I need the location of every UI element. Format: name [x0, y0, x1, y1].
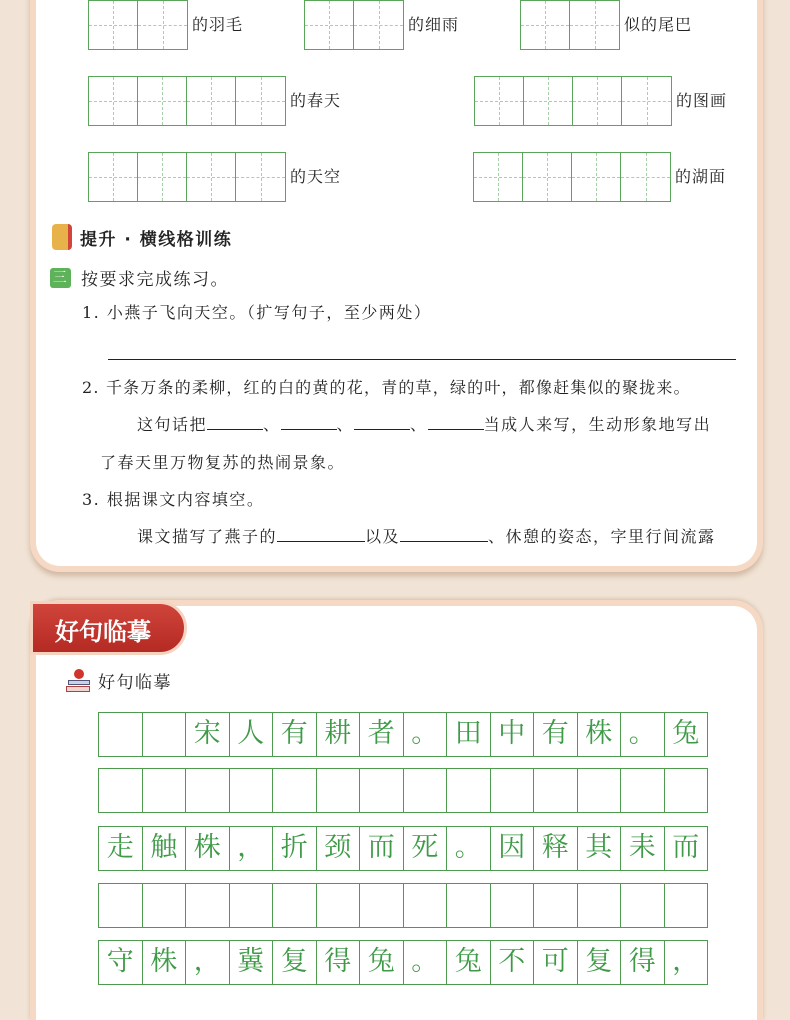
copy-cell[interactable]: 株 — [186, 827, 230, 870]
tianzi-grid[interactable] — [88, 0, 188, 50]
copy-cell[interactable]: 触 — [143, 827, 187, 870]
copy-cell[interactable] — [186, 769, 230, 812]
grid-cell[interactable] — [572, 153, 621, 201]
copy-cell[interactable]: ， — [230, 827, 274, 870]
copy-cell[interactable]: 。 — [621, 713, 665, 756]
tianzi-grid[interactable] — [88, 152, 286, 202]
copy-cell[interactable] — [143, 769, 187, 812]
question-3-fill: 课文描写了燕子的 以及 、休憩的姿态，字里行间流露 — [137, 527, 716, 546]
grid-cell[interactable] — [621, 153, 670, 201]
copy-cell[interactable] — [404, 769, 448, 812]
copy-cell[interactable]: 死 — [404, 827, 448, 870]
copy-cell[interactable]: 折 — [273, 827, 317, 870]
word-suffix: 的湖面 — [675, 167, 727, 186]
copy-cell[interactable] — [99, 769, 143, 812]
copy-cell[interactable] — [491, 769, 535, 812]
copy-cell[interactable]: 兔 — [447, 941, 491, 984]
copy-cell[interactable] — [665, 769, 708, 812]
word-suffix: 的羽毛 — [192, 15, 244, 34]
copy-cell[interactable] — [143, 884, 187, 927]
copy-cell[interactable]: ， — [672, 946, 700, 977]
blank[interactable] — [207, 416, 263, 430]
copy-cell[interactable] — [230, 769, 274, 812]
copy-cell[interactable]: 中 — [491, 713, 535, 756]
copy-grid-row[interactable] — [98, 883, 708, 928]
copy-cell[interactable]: 有 — [273, 713, 317, 756]
grid-cell[interactable] — [622, 77, 671, 125]
question-2: 2. 千条万条的柔柳，红的白的黄的花，青的草，绿的叶，都像赶集似的聚拢来。 — [82, 378, 691, 397]
grid-cell[interactable] — [187, 77, 236, 125]
copy-cell[interactable] — [186, 884, 230, 927]
section-heading: 提升 · 横线格训练 — [52, 224, 232, 250]
grid-cell[interactable] — [236, 153, 285, 201]
copy-cell[interactable]: 释 — [534, 827, 578, 870]
copy-cell[interactable] — [273, 769, 317, 812]
copy-cell[interactable]: 株 — [578, 713, 622, 756]
task-title: 三 按要求完成练习。 — [50, 265, 229, 290]
copy-cell[interactable]: 耒 — [621, 827, 665, 870]
copy-cell[interactable]: 得 — [317, 941, 361, 984]
grid-cell[interactable] — [138, 77, 187, 125]
copy-cell[interactable] — [491, 884, 535, 927]
copy-cell[interactable]: 株 — [143, 941, 187, 984]
copy-cell[interactable] — [534, 769, 578, 812]
question-2-fill: 这句话把 、 、 、 当成人来写，生动形象地写出 — [137, 415, 712, 434]
grid-cell[interactable] — [474, 153, 523, 201]
copy-cell[interactable] — [621, 884, 665, 927]
copy-cell[interactable] — [230, 884, 274, 927]
copy-cell[interactable] — [621, 769, 665, 812]
copy-cell[interactable] — [534, 884, 578, 927]
grid-cell[interactable] — [475, 77, 524, 125]
tianzi-grid[interactable] — [520, 0, 620, 50]
copy-cell[interactable]: 因 — [491, 827, 535, 870]
section-banner: 好句临摹 — [30, 601, 187, 655]
word-suffix: 的春天 — [290, 91, 342, 110]
copy-cell[interactable] — [447, 769, 491, 812]
word-suffix: 似的尾巴 — [624, 15, 693, 34]
copy-cell[interactable]: 宋 — [186, 713, 230, 756]
copy-cell[interactable]: 得 — [621, 941, 665, 984]
tianzi-grid[interactable] — [473, 152, 671, 202]
copy-cell[interactable]: 守 — [99, 941, 143, 984]
grid-cell[interactable] — [89, 77, 138, 125]
copy-cell[interactable] — [99, 713, 143, 756]
blank[interactable] — [354, 416, 410, 430]
notebook-icon — [52, 224, 72, 250]
copy-cell[interactable]: 其 — [578, 827, 622, 870]
grid-cell[interactable] — [573, 77, 622, 125]
grid-cell[interactable] — [138, 153, 187, 201]
copy-cell[interactable]: ， — [186, 941, 230, 984]
copy-cell[interactable]: 不 — [491, 941, 535, 984]
copy-cell[interactable] — [578, 769, 622, 812]
copy-cell[interactable]: 兔 — [360, 941, 404, 984]
question-2-end: 了春天里万物复苏的热闹景象。 — [100, 453, 346, 472]
grid-cell[interactable] — [524, 77, 573, 125]
copy-cell[interactable] — [404, 884, 448, 927]
copy-cell[interactable]: 而 — [672, 832, 700, 863]
blank[interactable] — [428, 416, 484, 430]
copy-cell[interactable]: 复 — [578, 941, 622, 984]
copy-grid-row[interactable] — [98, 940, 708, 985]
word-suffix: 的天空 — [290, 167, 342, 186]
copy-cell[interactable]: 冀 — [230, 941, 274, 984]
grid-cell[interactable] — [354, 1, 403, 49]
copy-cell[interactable]: 而 — [360, 827, 404, 870]
grid-cell[interactable] — [138, 1, 187, 49]
grid-cell[interactable] — [89, 153, 138, 201]
copy-cell[interactable] — [317, 884, 361, 927]
copy-grid-row[interactable] — [98, 712, 708, 757]
number-badge-icon: 三 — [50, 268, 71, 288]
sub-heading: 好句临摹 — [66, 668, 172, 693]
grid-cell[interactable] — [523, 153, 572, 201]
word-suffix: 的图画 — [676, 91, 728, 110]
copy-cell[interactable]: 人 — [230, 713, 274, 756]
copy-cell[interactable]: 。 — [447, 827, 491, 870]
grid-cell[interactable] — [570, 1, 619, 49]
copy-cell[interactable] — [447, 884, 491, 927]
copy-cell[interactable] — [143, 713, 187, 756]
copy-cell[interactable] — [99, 884, 143, 927]
copy-cell[interactable] — [317, 769, 361, 812]
question-3: 3. 根据课文内容填空。 — [82, 490, 265, 509]
grid-cell[interactable] — [521, 1, 570, 49]
copy-grid-row[interactable] — [98, 768, 708, 813]
copy-cell[interactable]: 兔 — [672, 718, 700, 749]
blank[interactable] — [277, 528, 365, 542]
copy-cell[interactable] — [360, 884, 404, 927]
tianzi-grid[interactable] — [474, 76, 672, 126]
tianzi-grid[interactable] — [304, 0, 404, 50]
copy-cell[interactable]: 。 — [404, 713, 448, 756]
copy-cell[interactable]: 有 — [534, 713, 578, 756]
copy-cell[interactable] — [273, 884, 317, 927]
copy-cell[interactable]: 田 — [447, 713, 491, 756]
answer-line[interactable] — [108, 359, 736, 360]
copy-cell[interactable]: 颈 — [317, 827, 361, 870]
tianzi-grid[interactable] — [88, 76, 286, 126]
copy-cell[interactable] — [360, 769, 404, 812]
copy-cell[interactable]: 可 — [534, 941, 578, 984]
word-suffix: 的细雨 — [408, 15, 460, 34]
copy-cell[interactable]: 耕 — [317, 713, 361, 756]
copy-cell[interactable] — [665, 884, 708, 927]
copy-cell[interactable]: 者 — [360, 713, 404, 756]
copy-grid-row[interactable] — [98, 826, 708, 871]
grid-cell[interactable] — [305, 1, 354, 49]
blank[interactable] — [281, 416, 337, 430]
grid-cell[interactable] — [89, 1, 138, 49]
grid-cell[interactable] — [236, 77, 285, 125]
copy-cell[interactable]: 。 — [404, 941, 448, 984]
copy-cell[interactable]: 复 — [273, 941, 317, 984]
books-apple-icon — [66, 669, 92, 693]
copy-cell[interactable]: 走 — [99, 827, 143, 870]
copy-cell[interactable] — [578, 884, 622, 927]
question-1: 1. 小燕子飞向天空。（扩写句子，至少两处） — [82, 303, 432, 322]
grid-cell[interactable] — [187, 153, 236, 201]
blank[interactable] — [400, 528, 488, 542]
